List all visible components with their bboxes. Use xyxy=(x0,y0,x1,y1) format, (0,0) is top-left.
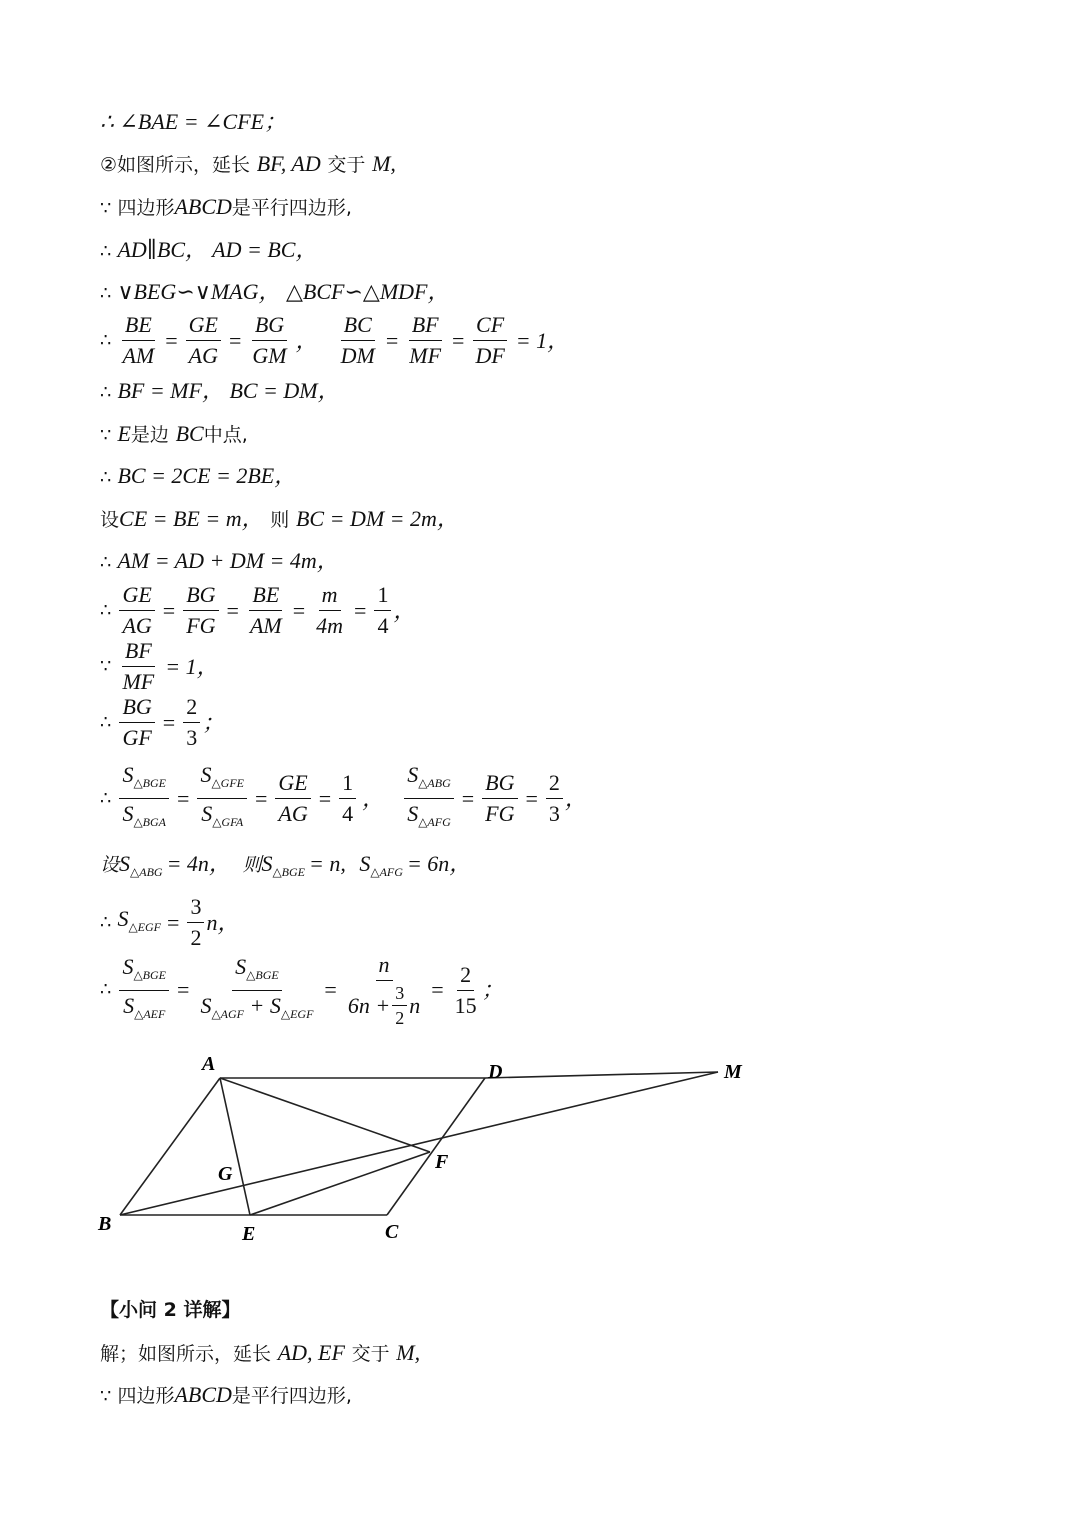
therefore-symbol: ∴ xyxy=(100,329,112,351)
proof-line-2 xyxy=(100,150,396,179)
math: BF = MF， BC = DM， xyxy=(117,378,340,403)
text: 四边形 xyxy=(117,1385,175,1407)
fraction: $\frac{3}{2}$ xyxy=(187,894,204,951)
because-symbol: ∵ xyxy=(100,198,112,219)
segment-EF xyxy=(250,1152,430,1215)
fraction: $\frac{BG}{FG}$ xyxy=(482,770,517,827)
fraction: $\frac{S_{\triangle BGE}}{S_{\triangle AGF} + S_{\triangle EGF}}$ xyxy=(200,953,314,1021)
text: 是平行四边形, xyxy=(231,1385,352,1407)
fraction: $\frac{BF}{MF}$ xyxy=(409,312,442,368)
math: CE = BE = m， xyxy=(119,506,264,531)
fraction: $\frac{S_{\triangle GFE}}{S_{\triangle GFA}}$ xyxy=(197,762,247,835)
text: 设 xyxy=(100,509,120,531)
therefore-symbol: ∴ xyxy=(100,711,112,733)
fraction: $\frac{GE}{AG}$ xyxy=(119,582,154,639)
point-label-M: M xyxy=(724,1061,742,1083)
segment-DM xyxy=(485,1072,718,1078)
fraction: $\frac{S_{\triangle BGE}}{S_{\triangle BGA}}$ xyxy=(119,762,169,835)
math: BC xyxy=(175,421,204,446)
fraction: $\frac{m}{4m}$ xyxy=(316,582,344,638)
section-title: 【小问 2 详解】 xyxy=(100,1299,241,1321)
point-label-B: B xyxy=(98,1213,112,1235)
fraction: $\frac{BG}{FG}$ xyxy=(183,582,218,639)
fraction: $\frac{2}{15}$ xyxy=(454,961,477,1018)
proof-line-1: ∴ ∠BAE = ∠CFE； xyxy=(100,109,287,134)
fraction: $\frac{CF}{DF}$ xyxy=(472,312,507,369)
math: ∨BEG∽∨MAG， △BCF∽△MDF， xyxy=(117,279,450,304)
proof-line-8 xyxy=(100,420,248,450)
proof-line-16: 设$S_{\triangle ABG} = 4n$， 则$S_{\triangle BGE} = n$, $S_{\triangle AFG} = 6n$， xyxy=(100,851,472,879)
math: BC = 2CE = 2BE， xyxy=(117,463,297,488)
text: = 1， xyxy=(515,327,570,353)
fraction: $\frac{BG}{GM}$ xyxy=(252,312,287,368)
point-label-C: C xyxy=(385,1221,399,1243)
text: 交于 xyxy=(351,1343,390,1365)
fraction: $\frac{S_{\triangle ABG}}{S_{\triangle AFG}}$ xyxy=(404,762,454,835)
text: 交于 xyxy=(327,154,366,176)
therefore-symbol: ∴ xyxy=(100,911,112,933)
point-label-F: F xyxy=(435,1151,449,1173)
fraction: $\frac{1}{4}$ xyxy=(339,770,356,827)
fraction: n 6n + $\frac{3}{2}$ n xyxy=(347,952,421,1028)
math: AM = AD + DM = 4m， xyxy=(117,548,339,573)
fraction: $\frac{BF}{MF}$ xyxy=(122,638,155,694)
proof-line-18: ∴ $\frac{S_{\triangle BGE}}{S_{\triangle AEF}}$ = $\frac{S_{\triangle BGE}}{S_{\triangle AGF} + S_{\triangle EGF}}$ = n 6n + $\frac{3}{2}$ n = $\frac{2}{15}$ ； xyxy=(100,952,504,1028)
text: n， xyxy=(206,909,240,935)
fraction: $\frac{S_{\triangle BGE}}{S_{\triangle AEF}}$ xyxy=(119,954,169,1027)
proof-line-14: ∴ $\frac{BG}{GF}$ = $\frac{2}{3}$ ； xyxy=(100,694,225,750)
math: ABCD xyxy=(174,194,232,219)
fraction: $\frac{2}{3}$ xyxy=(183,694,200,751)
fraction: $\frac{BE}{AM}$ xyxy=(249,582,282,638)
therefore-symbol: ∴ xyxy=(100,241,112,262)
proof-line-12: ∴ $\frac{GE}{AG}$ = $\frac{BG}{FG}$ = $\frac{BE}{AM}$ = $\frac{m}{4m}$ = $\frac{1}{4}$ ， xyxy=(100,582,416,638)
because-symbol: ∵ xyxy=(100,425,112,446)
math: E xyxy=(117,421,131,446)
proof-line-13 xyxy=(100,638,219,695)
text: 中点, xyxy=(203,424,248,446)
therefore-symbol: ∴ xyxy=(100,467,112,488)
therefore-symbol: ∴ xyxy=(100,787,112,809)
text: 四边形 xyxy=(117,197,175,219)
fraction: $\frac{1}{4}$ xyxy=(374,582,391,639)
proof-line-4 xyxy=(100,236,317,266)
proof-line-10 xyxy=(100,505,459,534)
text: 是平行四边形, xyxy=(231,197,352,219)
q2-line-1 xyxy=(100,1339,420,1368)
proof-line-11 xyxy=(100,547,339,577)
math: M, xyxy=(396,1340,421,1365)
q2-line-2 xyxy=(100,1381,352,1411)
proof-line-6: ∴ $\frac{BE}{AM}$ = $\frac{GE}{AG}$ = $\frac{BG}{GM}$ ， $\frac{BC}{DM}$ = $\frac{BF}{MF}$ = $\frac{CF}{DF}$ = 1， xyxy=(100,312,570,368)
therefore-symbol: ∴ xyxy=(100,283,112,304)
segment-AE xyxy=(220,1078,250,1215)
text: 解；如图所示，延长 xyxy=(100,1343,272,1365)
math: ABCD xyxy=(174,1382,232,1407)
proof-line-3 xyxy=(100,193,352,223)
therefore-symbol: ∴ xyxy=(100,979,112,1000)
math: BC = DM = 2m， xyxy=(295,506,459,531)
math: BF, AD xyxy=(256,151,321,176)
point-label-E: E xyxy=(242,1223,256,1245)
proof-line-5 xyxy=(100,278,449,308)
therefore-symbol: ∴ xyxy=(100,599,112,621)
fraction: $\frac{GE}{AG}$ xyxy=(275,770,310,827)
fraction: $\frac{GE}{AG}$ xyxy=(186,312,221,369)
text: 则 xyxy=(270,509,290,531)
segment-AF xyxy=(220,1078,430,1152)
proof-line-15: ∴ $\frac{S_{\triangle BGE}}{S_{\triangle BGA}}$ = $\frac{S_{\triangle GFE}}{S_{\triangle GFA}}$ = $\frac{GE}{AG}$ = $\frac{1}{4}$ ， $\frac{S_{\triangle ABG}}{S_{\triangle AFG}}$ = $\frac{BG}{FG}$ = $\frac{2}{3}$ ， xyxy=(100,762,587,835)
proof-line-9 xyxy=(100,462,296,492)
text: 设 xyxy=(100,854,120,876)
because-symbol: ∵ xyxy=(100,655,112,677)
fraction: $\frac{BG}{GF}$ xyxy=(119,694,154,751)
proof-line-17: ∴ $S_{\triangle EGF}$ = $\frac{3}{2}$ n， xyxy=(100,894,240,950)
fraction: $\frac{BE}{AM}$ xyxy=(122,312,155,368)
parallelogram-figure xyxy=(90,1040,790,1260)
therefore-symbol: ∴ xyxy=(100,382,112,403)
fraction: $\frac{BC}{DM}$ xyxy=(340,312,375,368)
math: M, xyxy=(372,151,396,176)
segment-CD xyxy=(387,1078,485,1215)
because-symbol: ∵ xyxy=(100,1386,112,1407)
point-label-A: A xyxy=(202,1053,216,1075)
math: AD∥BC， AD = BC， xyxy=(117,237,318,262)
text: = 1， xyxy=(165,653,219,679)
point-label-D: D xyxy=(488,1061,503,1083)
therefore-symbol: ∴ xyxy=(100,552,112,573)
text: 是边 xyxy=(130,424,169,446)
text: 则 xyxy=(242,854,262,876)
text: ②如图所示，延长 xyxy=(100,154,251,176)
fraction: $\frac{2}{3}$ xyxy=(546,770,563,827)
proof-line-7 xyxy=(100,377,340,407)
math: AD, EF xyxy=(277,1340,345,1365)
point-label-G: G xyxy=(218,1163,233,1185)
